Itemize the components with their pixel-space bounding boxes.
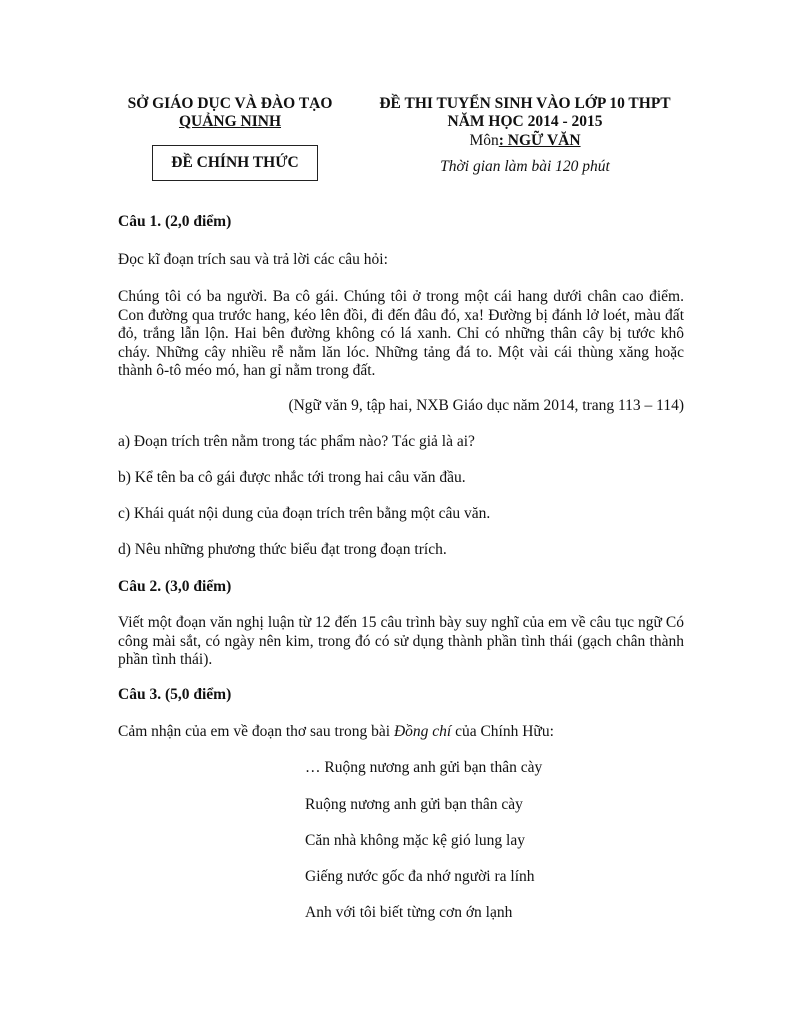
q1-instruction: Đọc kĩ đoạn trích sau và trả lời các câu hỏi:	[118, 251, 388, 268]
q1-item-d: d) Nêu những phương thức biểu đạt trong đoạn trích.	[118, 541, 447, 558]
official-exam-label: ĐỀ CHÍNH THỨC	[171, 154, 299, 171]
q3-intro	[118, 723, 554, 741]
subject-line	[375, 132, 675, 150]
province-name	[100, 113, 360, 131]
province-name-text: QUẢNG NINH	[178, 113, 282, 130]
time-limit: Thời gian làm bài 120 phút	[440, 158, 610, 175]
q1-item-c: c) Khái quát nội dung của đoạn trích trên bằng một câu văn.	[118, 505, 491, 522]
q1-source: (Ngữ văn 9, tập hai, NXB Giáo dục năm 2014, trang 113 – 114)	[288, 397, 684, 414]
q2-title: Câu 2. (3,0 điểm)	[118, 578, 232, 595]
verse-line: Giếng nước gốc đa nhớ người ra lính	[305, 868, 535, 885]
q3-intro-after: của Chính Hữu:	[451, 723, 554, 740]
q1-title: Câu 1. (2,0 điểm)	[118, 213, 232, 230]
verse-line: Anh với tôi biết từng cơn ớn lạnh	[305, 904, 513, 921]
school-year: NĂM HỌC 2014 - 2015	[447, 113, 603, 130]
q1-passage: Chúng tôi có ba người. Ba cô gái. Chúng tôi ở trong một cái hang dưới chân cao điểm. Con đường qua trước hang, kéo lên đồi, đi đến đâu đó, xa! Đường bị đánh lở loét, màu đất đỏ, trắng lẫn lộn. Hai bên đường không có lá xanh. Chỉ có những thân cây bị tước khô cháy. Những cây nhiều rễ nằm lăn lóc. Những tảng đá to. Một vài cái thùng xăng hoặc thành ô-tô méo mó, han gỉ nằm trong đất.	[118, 288, 684, 379]
q3-title: Câu 3. (5,0 điểm)	[118, 686, 232, 703]
exam-title: ĐỀ THI TUYỂN SINH VÀO LỚP 10 THPT	[379, 95, 671, 112]
q1-item-b: b) Kể tên ba cô gái được nhắc tới trong hai câu văn đầu.	[118, 469, 466, 486]
verse-line: … Ruộng nương anh gửi bạn thân cày	[305, 759, 543, 776]
official-exam-box	[152, 145, 318, 181]
q2-text: Viết một đoạn văn nghị luận từ 12 đến 15 câu trình bày suy nghĩ của em về câu tục ngữ Có công mài sắt, có ngày nên kim, trong đó có sử dụng thành phần tình thái (gạch chân thành phần tình thái).	[118, 614, 684, 668]
verse-line: Ruộng nương anh gửi bạn thân cày	[305, 796, 523, 813]
department-name: SỞ GIÁO DỤC VÀ ĐÀO TẠO	[127, 95, 333, 112]
subject-name: : NGỮ VĂN	[498, 132, 581, 149]
subject-prefix: Môn	[469, 132, 499, 149]
q3-intro-before: Cảm nhận của em về đoạn thơ sau trong bài	[118, 723, 394, 740]
verse-line: Căn nhà không mặc kệ gió lung lay	[305, 832, 525, 849]
q1-item-a: a) Đoạn trích trên nằm trong tác phẩm nào? Tác giả là ai?	[118, 433, 475, 450]
q3-poem-title: Đồng chí	[393, 723, 452, 740]
